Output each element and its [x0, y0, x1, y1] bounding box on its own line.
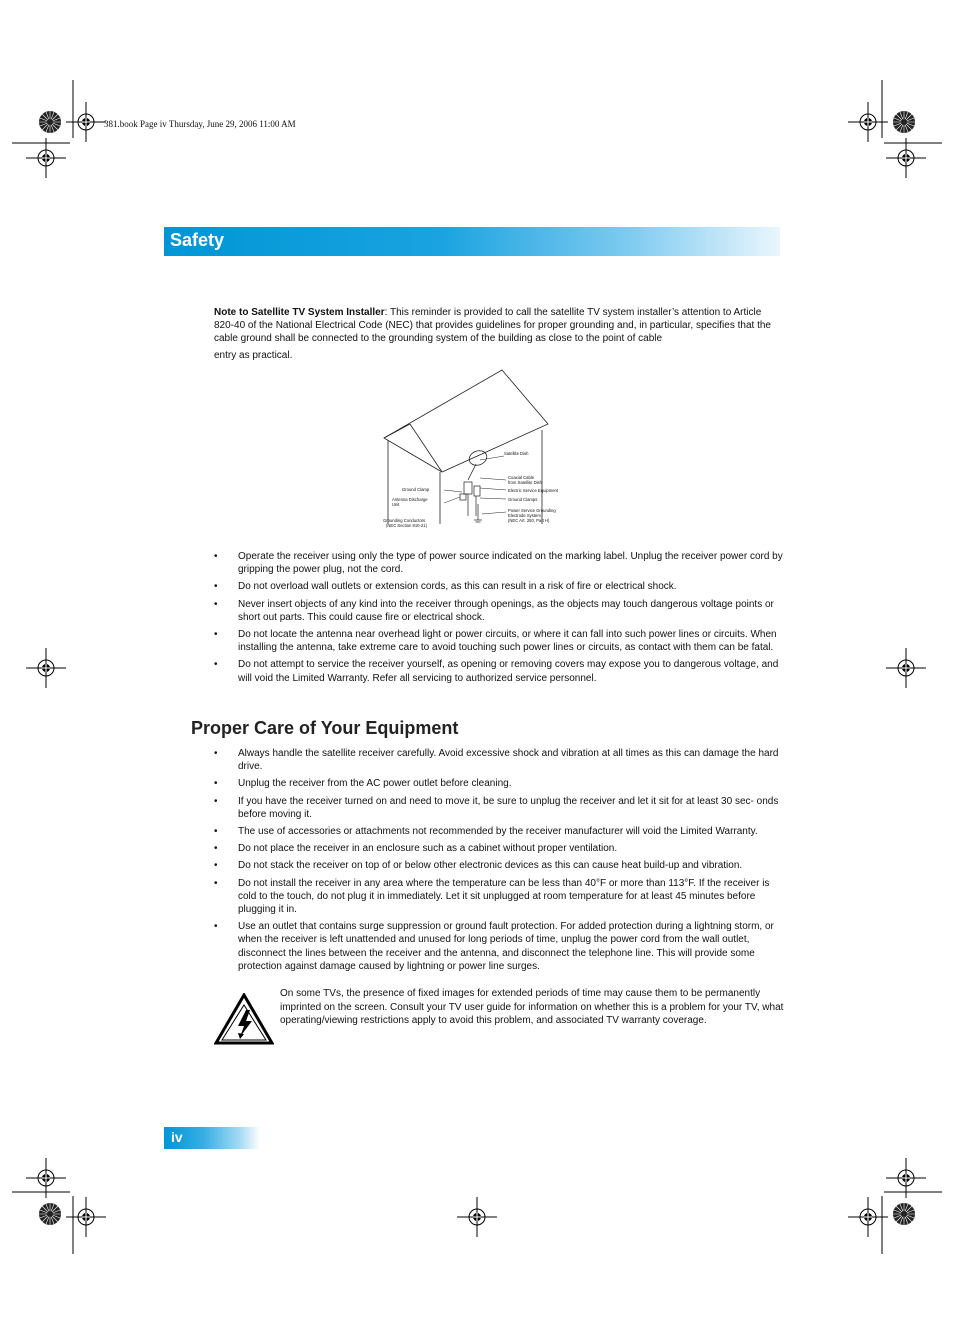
label-antenna-discharge-2: Unit: [392, 502, 400, 507]
page-number-bar: [164, 1127, 260, 1149]
high-voltage-warning-icon: [214, 993, 274, 1045]
care-heading: Proper Care of Your Equipment: [191, 718, 459, 738]
list-item: • Never insert objects of any kind into the receiver through openings, as the objects may touch dangerous voltage points or short out parts. This could cause fire or electrical shock.: [214, 598, 774, 623]
warning-text: On some TVs, the presence of fixed images for extended periods of time may cause them to be permanently imprinted on the screen. Consult your TV user guide for information on whether this is a problem for your TV, what operating/viewing restrictions apply to avoid this problem, and associated TV warranty coverage.: [280, 988, 784, 1026]
list-item-text: Never insert objects of any kind into the receiver through openings, as the objects may touch dangerous voltage points or short out parts. This could cause fire or electrical shock.: [238, 598, 774, 623]
list-item-text: Do not stack the receiver on top of or below other electronic devices as this can cause heat build-up and vibration.: [238, 860, 743, 872]
label-electric-service: Electric Service Equipment: [508, 488, 559, 493]
safety-bullet-list: [214, 550, 790, 689]
grounding-diagram: [380, 364, 580, 532]
label-power-service-2: Electrode System: [508, 513, 541, 518]
list-item: • Do not stack the receiver on top of or below other electronic devices as this can cause heat build-up and vibration.: [214, 860, 743, 872]
installer-note-text: : This reminder is provided to call the satellite TV system installer’s attention to Article 820-40 of the National Electrical Code (NEC) that provides guidelines for proper grounding and, in particular, specifies that the cable ground shall be connected to the grounding system of the building as close to the point of cable: [214, 307, 771, 345]
list-item: • Use an outlet that contains surge suppression or ground fault protection. For added protection during a lightning storm, or when the receiver is left unattended and unused for long periods of time, unplug the power cord from the wall outlet, disconnect the lines between the receiver and the antenna, and disconnect the telephone line. This will provide some protection against damage caused by lightning or power line surges.: [214, 921, 774, 972]
list-item: • The use of accessories or attachments not recommended by the receiver manufacturer will void the Limited Warranty.: [214, 826, 758, 838]
label-grounding-conductors-2: (NEC Section 810-21): [386, 523, 427, 528]
print-meta-line: 381.book Page iv Thursday, June 29, 2006 11:00 AM: [104, 119, 296, 129]
installer-note-tail: entry as practical.: [214, 349, 293, 361]
list-item: • Do not attempt to service the receiver yourself, as opening or removing covers may expose you to dangerous voltage, and will void the Limited Warranty. Refer all servicing to authorized service personnel.: [214, 659, 779, 684]
label-power-service: Power Service Grounding: [508, 508, 556, 513]
label-ground-clamp: Ground Clamp: [402, 487, 430, 492]
list-item: • Do not locate the antenna near overhead light or power circuits, or where it can fall into such power lines or circuits. When installing the antenna, take extreme care to avoid touching such power lines or circuits, as contact with them can be fatal.: [214, 629, 777, 654]
list-item: • Do not place the receiver in an enclosure such as a cabinet without proper ventilation.: [214, 843, 618, 855]
list-item-text: Do not place the receiver in an enclosure such as a cabinet without proper ventilation.: [238, 843, 618, 855]
satellite-dish-shape: [467, 448, 489, 467]
page-number: iv: [171, 1129, 183, 1145]
label-ground-clamps: Ground Clamps: [508, 497, 538, 502]
list-item-text: Operate the receiver using only the type of power source indicated on the marking label. Unplug the receiver power cord by gripping the power plug, not the cord.: [238, 551, 783, 576]
label-antenna-discharge: Antenna Discharge: [392, 497, 428, 502]
label-coaxial-cable-2: from Satellite Dish: [508, 480, 542, 485]
list-item-text: Unplug the receiver from the AC power outlet before cleaning.: [238, 778, 512, 790]
list-item-text: Do not overload wall outlets or extension cords, as this can result in a risk of fire or electrical shock.: [238, 581, 677, 593]
list-item-text: Always handle the satellite receiver carefully. Avoid excessive shock and vibration at all times as this can damage the hard drive.: [238, 748, 779, 773]
list-item-text: Do not install the receiver in any area where the temperature can be less than 40°F or more than 113°F. If the receiver is cold to the touch, do not plug it in immediately. Let it sit unplugged at room temperature for at least 45 minutes before plugging it in.: [238, 877, 770, 916]
list-item: • Always handle the satellite receiver carefully. Avoid excessive shock and vibration at all times as this can damage the hard drive.: [214, 748, 779, 773]
roof-outline: [384, 370, 548, 472]
list-item-text: If you have the receiver turned on and need to move it, be sure to unplug the receiver and let it sit for at least 30 sec- onds before moving it.: [238, 795, 779, 820]
installer-note: [214, 306, 784, 362]
section-title: Safety: [170, 230, 225, 250]
list-item-text: Use an outlet that contains surge suppression or ground fault protection. For added protection during a lightning storm, or when the receiver is left unattended and unused for long periods of time, unplug the power cord from the wall outlet, disconnect the lines between the receiver and the antenna, and disconnect the telephone line. This will provide some protection against damage caused by lightning or power line surges.: [238, 921, 774, 972]
list-item-text: Do not locate the antenna near overhead light or power circuits, or where it can fall into such power lines or circuits. When installing the antenna, take extreme care to avoid touching such power lines or circuits, as contact with them can be fatal.: [238, 629, 777, 654]
list-item: • If you have the receiver turned on and need to move it, be sure to unplug the receiver and let it sit for at least 30 sec- onds before moving it.: [214, 795, 779, 820]
label-satellite-dish: Satellite Dish: [504, 451, 529, 456]
label-power-service-3: (NEC Art. 250, Part H): [508, 518, 550, 523]
list-item: • Unplug the receiver from the AC power outlet before cleaning.: [214, 778, 512, 790]
list-item: • Operate the receiver using only the type of power source indicated on the marking label. Unplug the receiver power cord by gripping the power plug, not the cord.: [214, 551, 783, 576]
installer-note-label: Note to Satellite TV System Installer: [214, 307, 385, 318]
list-item: • Do not install the receiver in any area where the temperature can be less than 40°F or more than 113°F. If the receiver is cold to the touch, do not plug it in immediately. Let it sit unplugged at room temperature for at least 45 minutes before plugging it in.: [214, 877, 770, 916]
care-bullet-list: [214, 747, 790, 977]
label-grounding-conductors: Grounding Conductors: [383, 518, 426, 523]
list-item: • Do not overload wall outlets or extension cords, as this can result in a risk of fire or electrical shock.: [214, 581, 677, 593]
list-item-text: Do not attempt to service the receiver yourself, as opening or removing covers may expose you to dangerous voltage, and will void the Limited Warranty. Refer all servicing to authorized service personnel.: [238, 659, 779, 684]
list-item-text: The use of accessories or attachments not recommended by the receiver manufacturer will void the Limited Warranty.: [238, 826, 758, 838]
section-banner: [164, 227, 780, 256]
label-coaxial-cable: Coaxial Cable: [508, 475, 535, 480]
